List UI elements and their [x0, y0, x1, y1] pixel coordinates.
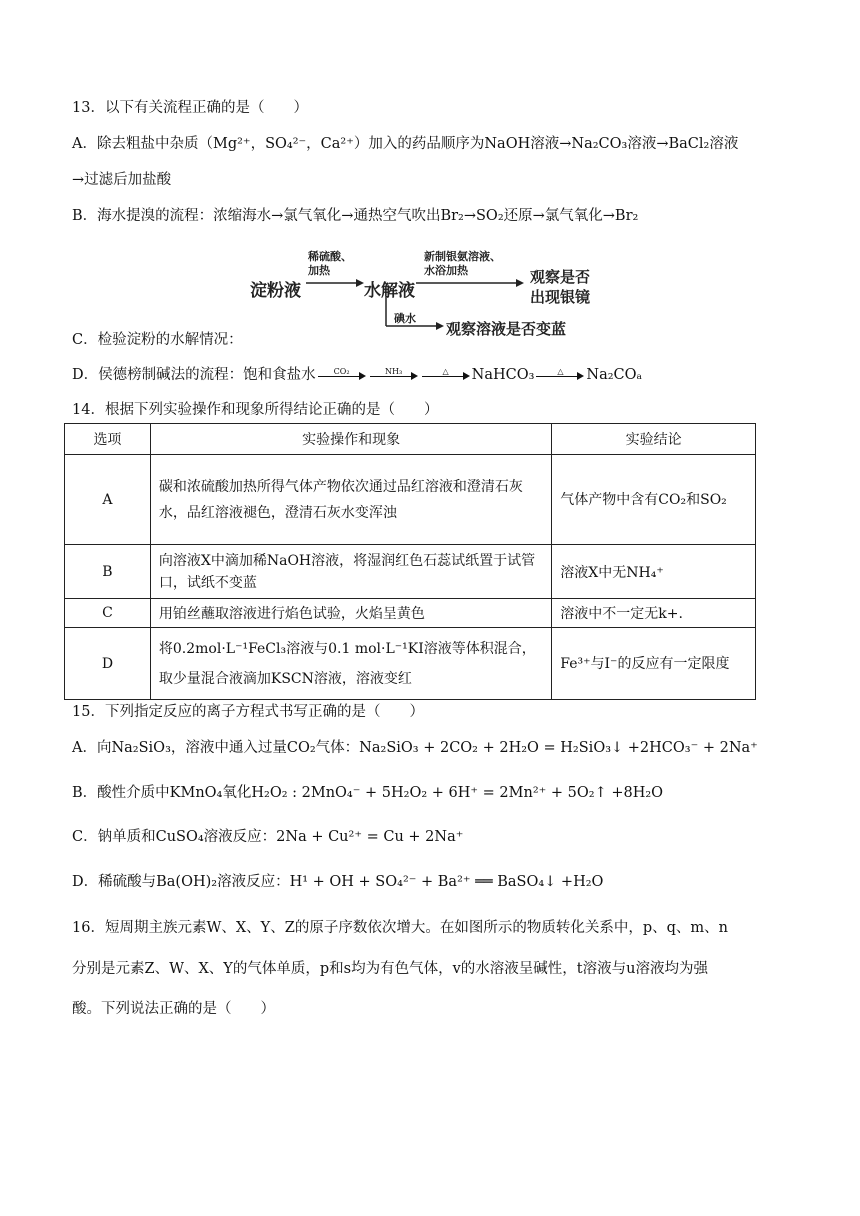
q13-stem: 13．以下有关流程正确的是（ ）: [72, 100, 308, 116]
row-option: C: [65, 599, 151, 628]
row-conclusion: 气体产物中含有CO₂和SO₂: [552, 455, 756, 545]
q13-option-b: B．海水提溴的流程：浓缩海水→氯气氧化→通热空气吹出Br₂→SO₂还原→氯气氧化→Br₂: [72, 208, 639, 224]
table-row: [65, 628, 756, 700]
diagram-start: 淀粉液: [250, 281, 301, 301]
q13-option-a-cont: →过滤后加盐酸: [72, 172, 172, 188]
diagram-result1b: 出现银镜: [530, 288, 591, 306]
starch-hydrolysis-diagram: [250, 248, 610, 338]
q15-option-c: C．钠单质和CuSO₄溶液反应：2Na + Cu²⁺ = Cu + 2Na⁺: [72, 829, 464, 845]
q15-option-b: B．酸性介质中KMnO₄氧化H₂O₂ : 2MnO₄⁻ + 5H₂O₂ + 6H⁺ = 2Mn²⁺ + 5O₂↑ +8H₂O: [72, 785, 664, 801]
q13-d-prefix: D．侯德榜制碱法的流程：饱和食盐水: [72, 367, 316, 383]
q16-line-2: 分别是元素Z、W、X、Y的气体单质，p和s均为有色气体，v的水溶液呈碱性，t溶液与u溶液均为强: [72, 961, 708, 977]
q16-line-3: 酸。下列说法正确的是（ ）: [72, 1001, 275, 1017]
arrow-nh3: [370, 368, 418, 382]
arrow-co2-label: CO₂: [333, 367, 350, 376]
table-row: [65, 545, 756, 599]
table-header-row: [65, 424, 756, 455]
row-option: B: [65, 545, 151, 599]
row-operation: 将0.2mol·L⁻¹FeCl₃溶液与0.1 mol·L⁻¹KI溶液等体积混合，取少量混合液滴加KSCN溶液，溶液变红: [150, 628, 551, 700]
q13-d-end: Na₂COₐ: [586, 367, 643, 383]
row-conclusion: 溶液中不一定无k+.: [552, 599, 756, 628]
table-row: [65, 455, 756, 545]
diagram-result2: 观察溶液是否变蓝: [446, 320, 567, 338]
diagram-result1a: 观察是否: [530, 268, 591, 286]
row-operation: 用铂丝蘸取溶液进行焰色试验，火焰呈黄色: [150, 599, 551, 628]
arrow-nh3-label: NH₃: [385, 367, 403, 376]
table-row: [65, 599, 756, 628]
row-option: A: [65, 455, 151, 545]
q13-option-d: [72, 365, 642, 385]
q14-table: [64, 423, 756, 700]
diagram-cond2b: 水浴加热: [424, 264, 468, 277]
row-option: D: [65, 628, 151, 700]
header-operation: 实验操作和现象: [150, 424, 551, 455]
q14-stem: 14．根据下列实验操作和现象所得结论正确的是（ ）: [72, 402, 439, 418]
q13-option-c: C．检验淀粉的水解情况：: [72, 332, 243, 348]
diagram-arrow-1: [306, 278, 364, 288]
diagram-cond2a: 新制银氨溶液、: [424, 250, 501, 263]
q15-stem: 15．下列指定反应的离子方程式书写正确的是（ ）: [72, 704, 424, 720]
row-conclusion: Fe³⁺与I⁻的反应有一定限度: [552, 628, 756, 700]
diagram-mid: 水解液: [364, 281, 415, 301]
diagram-cond3: 碘水: [394, 312, 416, 325]
arrow-heat-1: [422, 368, 470, 382]
q16-line-1: 16．短周期主族元素W、X、Y、Z的原子序数依次增大。在如图所示的物质转化关系中，p、q、m、n: [72, 920, 728, 936]
arrow-co2: [318, 368, 366, 382]
q13-option-a: A．除去粗盐中杂质（Mg²⁺，SO₄²⁻，Ca²⁺）加入的药品顺序为NaOH溶液→Na₂CO₃溶液→BaCl₂溶液: [72, 136, 739, 152]
diagram-arrow-2: [416, 278, 524, 288]
arrow-heat-2-label: △: [557, 367, 564, 376]
arrow-heat-2: [536, 368, 584, 382]
row-operation: 碳和浓硫酸加热所得气体产物依次通过品红溶液和澄清石灰水，品红溶液褪色，澄清石灰水变浑浊: [150, 455, 551, 545]
row-conclusion: 溶液X中无NH₄⁺: [552, 545, 756, 599]
header-conclusion: 实验结论: [552, 424, 756, 455]
arrow-heat-1-label: △: [442, 367, 449, 376]
diagram-cond1a: 稀硫酸、: [308, 250, 352, 263]
diagram-cond1b: 加热: [308, 264, 330, 277]
row-operation: 向溶液X中滴加稀NaOH溶液，将湿润红色石蕊试纸置于试管口，试纸不变蓝: [150, 545, 551, 599]
q15-option-d: D．稀硫酸与Ba(OH)₂溶液反应：H¹ + OH + SO₄²⁻ + Ba²⁺ ══ BaSO₄↓ +H₂O: [72, 874, 604, 890]
q15-option-a: A．向Na₂SiO₃，溶液中通入过量CO₂气体：Na₂SiO₃ + 2CO₂ + 2H₂O = H₂SiO₃↓ +2HCO₃⁻ + 2Na⁺: [72, 740, 758, 756]
q13-d-mid: NaHCO₃: [471, 367, 535, 383]
header-option: 选项: [65, 424, 151, 455]
